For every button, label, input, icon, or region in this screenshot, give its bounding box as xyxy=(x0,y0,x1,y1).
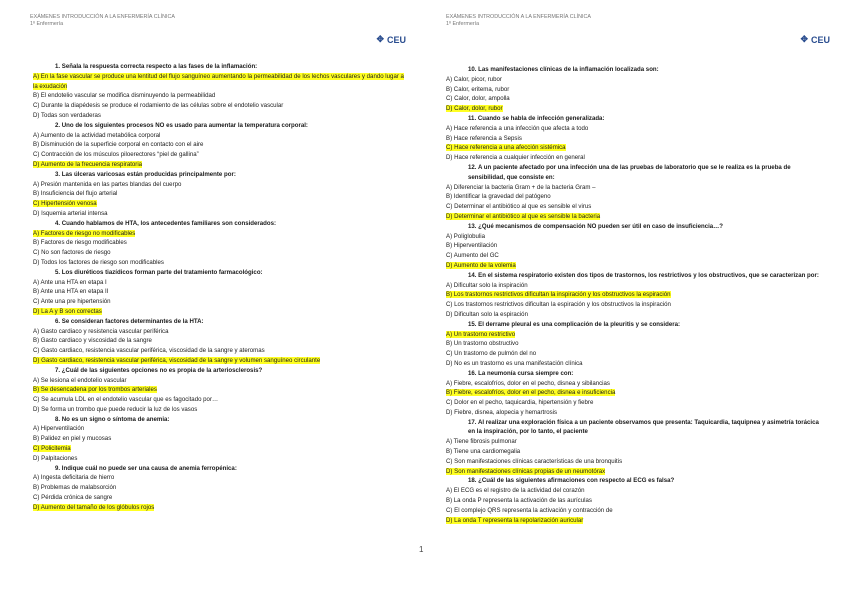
correct-answer-highlight: D) Aumento de la frecuencia respiratoria xyxy=(33,160,143,168)
answer-option xyxy=(446,467,826,477)
answer-option: C) El complejo QRS representa la activación y contracción de xyxy=(446,506,613,514)
answer-option: A) Hace referencia a una infección que afecta a todo xyxy=(446,124,589,132)
answer-option: C) Un trastorno de pulmón del no xyxy=(446,350,537,358)
correct-answer-highlight: D) Aumento de la volemia xyxy=(446,261,516,269)
ceu-logo xyxy=(376,34,406,45)
correct-answer-highlight: D) La onda T representa la repolarización auricular xyxy=(446,516,584,524)
answer-option: B) Factores de riesgo modificables xyxy=(33,239,127,247)
header-title: EXÁMENES INTRODUCCIÓN A LA ENFERMERÍA CLÍNICA xyxy=(446,14,591,20)
answer-option: D) No es un trastorno es una manifestación clínica xyxy=(446,359,583,367)
page-right xyxy=(424,0,848,599)
correct-answer-highlight: D) Gasto cardiaco, resistencia vascular periférica, viscosidad de la sangre y volumen sanguíneo circulante xyxy=(33,356,321,364)
correct-answer-highlight: A) Un trastorno restrictivo xyxy=(446,330,516,338)
correct-answer-highlight: C) Hipertensión venosa xyxy=(33,200,97,208)
answer-option: A) Diferenciar la bacteria Gram + de la bacteria Gram – xyxy=(446,183,596,191)
answer-option: B) Hace referencia a Sepsis xyxy=(446,134,522,142)
answer-option xyxy=(33,199,407,209)
question-text: 12. A un paciente afectado por una infección una de las pruebas de laboratorio que se le realiza es la prueba de sensibilidad, que consiste en: xyxy=(468,163,791,181)
answer-option xyxy=(33,503,407,513)
answer-option xyxy=(446,143,826,153)
answer-option xyxy=(33,160,407,170)
answer-option xyxy=(33,72,407,92)
answer-option xyxy=(33,356,407,366)
answer-option: B) Un trastorno obstructivo xyxy=(446,340,519,348)
answer-option xyxy=(446,212,826,222)
header-title: EXÁMENES INTRODUCCIÓN A LA ENFERMERÍA CLÍNICA xyxy=(30,14,175,20)
logo-text: CEU xyxy=(810,34,830,45)
answer-option: B) Hiperventilación xyxy=(446,242,498,250)
questions-column-left xyxy=(33,62,407,513)
answer-option: D) Todos los factores de riesgo son modificables xyxy=(33,258,164,266)
ceu-logo xyxy=(800,34,830,45)
answer-option: A) Dificultar solo la inspiración xyxy=(446,281,528,289)
answer-option: A) Tiene fibrosis pulmonar xyxy=(446,438,517,446)
answer-option: B) Identificar la gravedad del patógeno xyxy=(446,193,551,201)
logo-text: CEU xyxy=(386,34,406,45)
correct-answer-highlight: D) Son manifestaciones clínicas propias de un neumotórax xyxy=(446,467,606,475)
answer-option: C) Los trastornos restrictivos dificultan la espiración y los obstructivos la inspiración xyxy=(446,301,671,309)
answer-option: C) Determinar el antibiótico al que es sensible el virus xyxy=(446,203,592,211)
answer-option: B) Problemas de malabsorción xyxy=(33,484,117,492)
question-text: 15. El derrame pleural es una complicación de la pleuritis y se considera: xyxy=(468,320,681,328)
answer-option: D) Todas son verdaderas xyxy=(33,111,101,119)
answer-option: C) Son manifestaciones clínicas características de una bronquitis xyxy=(446,457,623,465)
answer-option: B) Tiene una cardiomegalia xyxy=(446,448,521,456)
ceu-cross-icon: ✥ xyxy=(376,34,384,44)
answer-option xyxy=(446,330,826,340)
answer-option xyxy=(33,307,407,317)
question-text: 6. Se consideran factores determinantes de la HTA: xyxy=(55,317,204,325)
correct-answer-highlight: D) Aumento del tamaño de los glóbulos rojos xyxy=(33,503,155,511)
answer-option xyxy=(446,261,826,271)
answer-option: C) Gasto cardiaco, resistencia vascular periférica, viscosidad de la sangre y ateromas xyxy=(33,347,265,355)
answer-option: C) Ante una pre hipertensión xyxy=(33,298,111,306)
question-text: 5. Los diuréticos tiazídicos forman parte del tratamiento farmacológico: xyxy=(55,268,263,276)
answer-option: A) Calor, picor, rubor xyxy=(446,75,502,83)
answer-option xyxy=(446,290,826,300)
answer-option xyxy=(33,444,407,454)
question-text: 4. Cuando hablamos de HTA, los antecedentes familiares son considerados: xyxy=(55,219,277,227)
answer-option: C) No son factores de riesgo xyxy=(33,249,111,257)
answer-option xyxy=(33,229,407,239)
answer-option: D) Dificultan solo la espiración xyxy=(446,310,528,318)
question-text: 18. ¿Cuál de las siguientes afirmaciones con respecto al ECG es falsa? xyxy=(468,477,675,485)
answer-option: B) Disminución de la superficie corporal en contacto con el aire xyxy=(33,141,204,149)
question-text: 10. Las manifestaciones clínicas de la inflamación localizada son: xyxy=(468,66,659,73)
answer-option: A) Poliglobulia xyxy=(446,232,485,240)
answer-option: C) Calor, dolor, ampolla xyxy=(446,95,510,103)
answer-option: C) Se acumula LDL en el endotelio vascular que es fagocitado por… xyxy=(33,396,219,404)
answer-option: A) Hiperventilación xyxy=(33,425,85,433)
answer-option: D) Isquemia arterial intensa xyxy=(33,209,108,217)
answer-option: A) Presión mantenida en las partes blandas del cuerpo xyxy=(33,180,182,188)
answer-option: D) Se forma un trombo que puede reducir la luz de los vasos xyxy=(33,405,198,413)
question-text: 11. Cuando se habla de infección generalizada: xyxy=(468,114,605,122)
question-text: 1. Señala la respuesta correcta respecto a las fases de la inflamación: xyxy=(55,63,258,70)
page-number: 1 xyxy=(419,545,424,554)
answer-option: D) Hace referencia a cualquier infección en general xyxy=(446,154,585,162)
correct-answer-highlight: C) Hace referencia a una afección sistémica xyxy=(446,144,566,152)
answer-option: A) Aumento de la actividad metabólica corporal xyxy=(33,131,161,139)
question-text: 7. ¿Cuál de las siguientes opciones no es propia de la arteriosclerosis? xyxy=(55,366,263,374)
answer-option: A) Gasto cardiaco y resistencia vascular periférica xyxy=(33,327,169,335)
answer-option: C) Aumento del GC xyxy=(446,252,499,260)
answer-option: C) Durante la diapédesis se produce el rodamiento de las células sobre el endotelio vascular xyxy=(33,102,284,110)
answer-option xyxy=(33,385,407,395)
answer-option: C) Contracción de los músculos piloerectores “piel de gallina” xyxy=(33,151,199,159)
page-header xyxy=(30,14,175,28)
question-text: 2. Uno de los siguientes procesos NO es usado para aumentar la temperatura corporal: xyxy=(55,121,308,129)
questions-column-right xyxy=(446,65,826,525)
answer-option xyxy=(446,104,826,114)
question-text: 8. No es un signo o síntoma de anemia: xyxy=(55,415,170,423)
answer-option xyxy=(446,516,826,526)
header-subtitle: 1º Enfermería xyxy=(30,21,64,27)
answer-option: B) Insuficiencia del flujo arterial xyxy=(33,190,118,198)
answer-option: B) Calor, eritema, rubor xyxy=(446,85,510,93)
answer-option: B) Ante una HTA en etapa II xyxy=(33,288,109,296)
correct-answer-highlight: D) Determinar el antibiótico al que es sensible la bacteria xyxy=(446,212,601,220)
question-text: 9. Indique cuál no puede ser una causa de anemia ferropénica: xyxy=(55,464,237,472)
ceu-cross-icon: ✥ xyxy=(800,34,808,44)
answer-option: B) El endotelio vascular se modifica disminuyendo la permeabilidad xyxy=(33,92,216,100)
answer-option: A) Ingesta deficitaria de hierro xyxy=(33,474,115,482)
correct-answer-highlight: A) En la fase vascular se produce una lentitud del flujo sanguíneo aumentando la permeabilidad de los lechos vasculares y dando lugar a la exudación xyxy=(33,72,404,90)
answer-option: A) Se lesiona el endotelio vascular xyxy=(33,376,127,384)
question-text: 17. Al realizar una exploración física a un paciente observamos que presenta: Taquicardia, taquipnea y asimetría torácica en la inspiración, por lo tanto, el paciente xyxy=(468,418,819,436)
answer-option: D) Palpitaciones xyxy=(33,454,78,462)
question-text: 3. Las úlceras varicosas están producidas principalmente por: xyxy=(55,170,236,178)
answer-option: A) Fiebre, escalofríos, dolor en el pecho, disnea y sibilancias xyxy=(446,379,610,387)
correct-answer-highlight: C) Policitemia xyxy=(33,445,71,453)
correct-answer-highlight: D) La A y B son correctas xyxy=(33,307,102,315)
question-text: 14. En el sistema respiratorio existen dos tipos de trastornos, los restrictivos y los obstructivos, que se caracterizan por: xyxy=(468,271,819,279)
correct-answer-highlight: B) Los trastornos restrictivos dificultan la inspiración y los obstructivos la espiración xyxy=(446,291,671,299)
answer-option: B) Gasto cardiaco y viscosidad de la sangre xyxy=(33,337,152,345)
header-subtitle: 1º Enfermería xyxy=(446,21,480,27)
question-text: 16. La neumonía cursa siempre con: xyxy=(468,369,574,377)
answer-option: C) Pérdida crónica de sangre xyxy=(33,494,113,502)
answer-option: B) La onda P representa la activación de las aurículas xyxy=(446,497,592,505)
correct-answer-highlight: B) Fiebre, escalofríos, dolor en el pecho, disnea e insuficiencia xyxy=(446,389,616,397)
correct-answer-highlight: B) Se desencadena por los trombos arteriales xyxy=(33,386,157,394)
page-header xyxy=(446,14,591,28)
question-text: 13. ¿Qué mecanismos de compensación NO pueden ser útil en caso de insuficiencia…? xyxy=(468,222,723,230)
correct-answer-highlight: D) Calor, dolor, rubor xyxy=(446,105,503,113)
answer-option xyxy=(446,388,826,398)
answer-option: B) Palidez en piel y mucosas xyxy=(33,435,112,443)
answer-option: A) El ECG es el registro de la actividad del corazón xyxy=(446,487,585,495)
correct-answer-highlight: A) Factores de riesgo no modificables xyxy=(33,229,136,237)
answer-option: D) Fiebre, disnea, alopecia y hemartrosis xyxy=(446,408,558,416)
answer-option: C) Dolor en el pecho, taquicardia, hipertensión y fiebre xyxy=(446,399,594,407)
answer-option: A) Ante una HTA en etapa I xyxy=(33,278,107,286)
